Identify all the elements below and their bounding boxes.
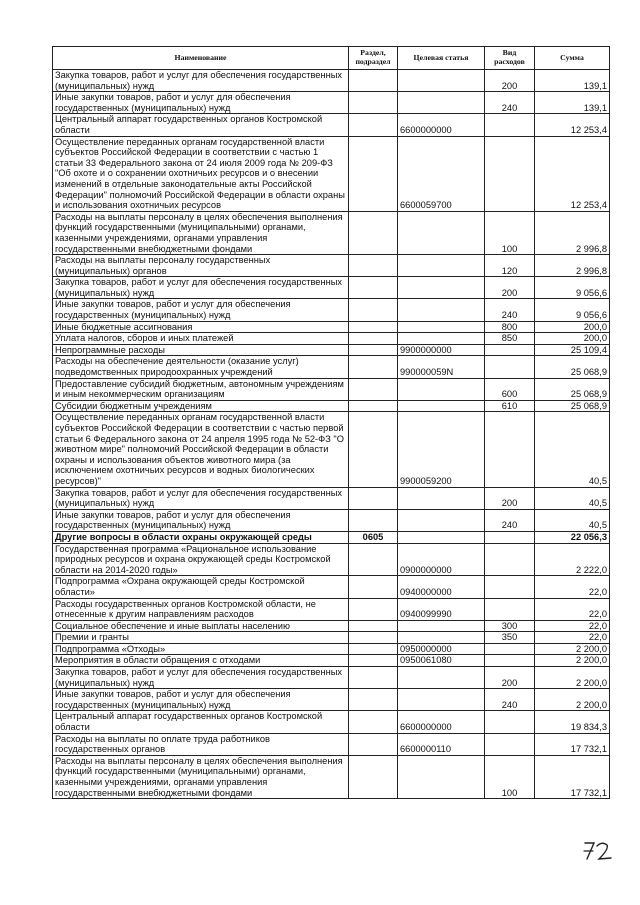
table-row	[53, 543, 610, 576]
row-expense-type: 600	[485, 378, 535, 400]
table-row	[53, 531, 610, 543]
row-name: Иные закупки товаров, работ и услуг для обеспечения государственных (муниципальных) нужд	[53, 689, 349, 711]
row-target-code: 9900059200	[398, 412, 485, 487]
row-section	[349, 378, 398, 400]
row-target-code	[398, 211, 485, 254]
row-expense-type	[485, 643, 535, 655]
row-sum: 22,0	[535, 632, 610, 644]
row-expense-type: 610	[485, 400, 535, 412]
row-sum: 25 068,9	[535, 378, 610, 400]
row-expense-type: 200	[485, 667, 535, 689]
row-target-code	[398, 255, 485, 277]
table-row	[53, 211, 610, 254]
row-expense-type: 100	[485, 755, 535, 798]
table-row	[53, 655, 610, 667]
row-name: Закупка товаров, работ и услуг для обеспечения государственных (муниципальных) нужд	[53, 487, 349, 509]
row-target-code	[398, 70, 485, 92]
row-expense-type	[485, 412, 535, 487]
row-sum: 25 109,4	[535, 344, 610, 356]
table-row	[53, 755, 610, 798]
row-sum: 12 253,4	[535, 136, 610, 211]
table-row	[53, 733, 610, 755]
table-row	[53, 509, 610, 531]
row-expense-type: 850	[485, 333, 535, 345]
row-section	[349, 733, 398, 755]
row-sum: 2 996,8	[535, 211, 610, 254]
table-row	[53, 487, 610, 509]
row-section	[349, 598, 398, 620]
table-row	[53, 598, 610, 620]
row-sum: 9 056,6	[535, 277, 610, 299]
row-expense-type: 240	[485, 92, 535, 114]
row-sum: 12 253,4	[535, 114, 610, 136]
header-target: Целевая статья	[398, 47, 485, 70]
table-row	[53, 344, 610, 356]
row-name: Расходы на выплаты персоналу в целях обеспечения выполнения функций государственными (муниципальными) органами, казенными учреждениями, органами управления государственными внебюджетными фондами	[53, 211, 349, 254]
row-expense-type	[485, 711, 535, 733]
row-target-code	[398, 400, 485, 412]
row-expense-type: 800	[485, 321, 535, 333]
row-expense-type	[485, 114, 535, 136]
row-name: Центральный аппарат государственных органов Костромской области	[53, 114, 349, 136]
row-section	[349, 711, 398, 733]
row-sum: 22,0	[535, 598, 610, 620]
row-target-code	[398, 378, 485, 400]
row-expense-type: 240	[485, 689, 535, 711]
row-expense-type	[485, 598, 535, 620]
row-section	[349, 356, 398, 378]
row-name: Расходы на выплаты персоналу государственных (муниципальных) органов	[53, 255, 349, 277]
row-section	[349, 92, 398, 114]
row-section	[349, 643, 398, 655]
row-section	[349, 755, 398, 798]
row-target-code: 0950061080	[398, 655, 485, 667]
table-row	[53, 70, 610, 92]
table-row	[53, 632, 610, 644]
row-sum: 40,5	[535, 487, 610, 509]
row-section	[349, 321, 398, 333]
row-sum: 17 732,1	[535, 733, 610, 755]
table-row	[53, 576, 610, 598]
row-expense-type: 120	[485, 255, 535, 277]
table-row	[53, 299, 610, 321]
row-section	[349, 543, 398, 576]
row-target-code	[398, 755, 485, 798]
row-section	[349, 487, 398, 509]
row-expense-type	[485, 356, 535, 378]
row-section	[349, 400, 398, 412]
row-target-code: 6600000110	[398, 733, 485, 755]
row-name: Закупка товаров, работ и услуг для обеспечения государственных (муниципальных) нужд	[53, 277, 349, 299]
row-expense-type	[485, 655, 535, 667]
row-target-code	[398, 667, 485, 689]
table-row	[53, 136, 610, 211]
table-row	[53, 114, 610, 136]
row-sum: 2 200,0	[535, 643, 610, 655]
row-target-code: 6600000000	[398, 711, 485, 733]
row-name: Закупка товаров, работ и услуг для обеспечения государственных (муниципальных) нужд	[53, 667, 349, 689]
row-target-code: 6600059700	[398, 136, 485, 211]
row-expense-type: 240	[485, 299, 535, 321]
row-sum: 25 068,9	[535, 356, 610, 378]
row-target-code: 0950000000	[398, 643, 485, 655]
row-name: Расходы на выплаты по оплате труда работников государственных органов	[53, 733, 349, 755]
row-expense-type	[485, 576, 535, 598]
table-row	[53, 711, 610, 733]
row-expense-type: 200	[485, 277, 535, 299]
row-sum: 40,5	[535, 412, 610, 487]
row-target-code	[398, 689, 485, 711]
row-expense-type: 350	[485, 632, 535, 644]
table-header-row	[53, 47, 610, 70]
row-name: Расходы на обеспечение деятельности (оказание услуг) подведомственных природоохранных учреждений	[53, 356, 349, 378]
row-section	[349, 632, 398, 644]
row-section	[349, 576, 398, 598]
row-name: Уплата налогов, сборов и иных платежей	[53, 333, 349, 345]
row-sum: 2 200,0	[535, 667, 610, 689]
table-row	[53, 356, 610, 378]
row-sum: 200,0	[535, 333, 610, 345]
row-target-code: 0940000000	[398, 576, 485, 598]
row-target-code	[398, 632, 485, 644]
row-sum: 22 056,3	[535, 531, 610, 543]
row-section	[349, 667, 398, 689]
row-section	[349, 114, 398, 136]
row-target-code	[398, 620, 485, 632]
row-expense-type: 300	[485, 620, 535, 632]
row-name: Иные закупки товаров, работ и услуг для обеспечения государственных (муниципальных) нужд	[53, 299, 349, 321]
table-row	[53, 333, 610, 345]
header-type: Вид расходов	[485, 47, 535, 70]
row-sum: 200,0	[535, 321, 610, 333]
row-target-code	[398, 299, 485, 321]
row-name: Субсидии бюджетным учреждениям	[53, 400, 349, 412]
row-section	[349, 689, 398, 711]
row-target-code	[398, 92, 485, 114]
row-sum: 22,0	[535, 620, 610, 632]
row-sum: 17 732,1	[535, 755, 610, 798]
table-row	[53, 92, 610, 114]
row-section	[349, 620, 398, 632]
row-target-code: 0940099990	[398, 598, 485, 620]
row-target-code: 0900000000	[398, 543, 485, 576]
row-section	[349, 299, 398, 321]
header-sum: Сумма	[535, 47, 610, 70]
row-expense-type: 240	[485, 509, 535, 531]
row-name: Иные закупки товаров, работ и услуг для обеспечения государственных (муниципальных) нужд	[53, 509, 349, 531]
header-section: Раздел, подраздел	[349, 47, 398, 70]
row-sum: 2 200,0	[535, 689, 610, 711]
row-name: Непрограммные расходы	[53, 344, 349, 356]
row-sum: 139,1	[535, 92, 610, 114]
row-name: Расходы на выплаты персоналу в целях обеспечения выполнения функций государственными (муниципальными) органами, казенными учреждениями, органами управления государственными внебюджетными фондами	[53, 755, 349, 798]
row-sum: 9 056,6	[535, 299, 610, 321]
row-target-code	[398, 509, 485, 531]
table-row	[53, 667, 610, 689]
row-name: Подпрограмма «Отходы»	[53, 643, 349, 655]
row-name: Центральный аппарат государственных органов Костромской области	[53, 711, 349, 733]
row-name: Расходы государственных органов Костромской области, не отнесенные к другим направлениям расходов	[53, 598, 349, 620]
row-expense-type	[485, 136, 535, 211]
row-name: Иные закупки товаров, работ и услуг для обеспечения государственных (муниципальных) нужд	[53, 92, 349, 114]
row-section	[349, 509, 398, 531]
table-row	[53, 689, 610, 711]
table-row	[53, 412, 610, 487]
row-expense-type	[485, 733, 535, 755]
row-sum: 25 068,9	[535, 400, 610, 412]
row-section	[349, 277, 398, 299]
row-section	[349, 344, 398, 356]
row-section	[349, 255, 398, 277]
table-row	[53, 321, 610, 333]
table-row	[53, 255, 610, 277]
row-expense-type: 200	[485, 487, 535, 509]
row-name: Иные бюджетные ассигнования	[53, 321, 349, 333]
row-sum: 40,5	[535, 509, 610, 531]
row-expense-type	[485, 344, 535, 356]
row-name: Другие вопросы в области охраны окружающей среды	[53, 531, 349, 543]
row-sum: 19 834,3	[535, 711, 610, 733]
row-section	[349, 333, 398, 345]
table-row	[53, 277, 610, 299]
row-target-code	[398, 277, 485, 299]
row-target-code: 990000059N	[398, 356, 485, 378]
row-sum: 139,1	[535, 70, 610, 92]
row-expense-type: 200	[485, 70, 535, 92]
table-body	[53, 70, 610, 799]
table-row	[53, 620, 610, 632]
row-section	[349, 70, 398, 92]
row-expense-type	[485, 531, 535, 543]
row-name: Осуществление переданных органам государственной власти субъектов Российской Федерации в соответствии с частью 1 статьи 33 Федерального закона от 24 июля 2009 года № 209-ФЗ "Об охоте и о сохранении охотничьих ресурсов и о внесении изменений в отдельные законодательные акты Российской Федерации" полномочий Российской Федерации в области охраны и использования охотничьих ресурсов	[53, 136, 349, 211]
row-sum: 2 996,8	[535, 255, 610, 277]
row-section	[349, 655, 398, 667]
table-row	[53, 400, 610, 412]
row-target-code: 9900000000	[398, 344, 485, 356]
row-name: Государственная программа «Рациональное использование природных ресурсов и охрана окружающей среды Костромской области на 2014-2020 годы»	[53, 543, 349, 576]
budget-table	[52, 46, 610, 799]
row-name: Премии и гранты	[53, 632, 349, 644]
row-section	[349, 136, 398, 211]
row-sum: 2 200,0	[535, 655, 610, 667]
row-expense-type	[485, 543, 535, 576]
row-target-code	[398, 321, 485, 333]
row-name: Мероприятия в области обращения с отходами	[53, 655, 349, 667]
row-target-code	[398, 333, 485, 345]
row-sum: 2 222,0	[535, 543, 610, 576]
row-target-code	[398, 487, 485, 509]
row-name: Осуществление переданных органам государственной власти субъектов Российской Федерации в соответствии с частью первой статьи 6 Федерального закона от 24 апреля 1995 года № 52-ФЗ "О животном мире" полномочий Российской Федерации в области охраны и использования объектов животного мира (за исключением охотничьих ресурсов и водных биологических ресурсов)"	[53, 412, 349, 487]
row-name: Предоставление субсидий бюджетным, автономным учреждениям и иным некоммерческим организациям	[53, 378, 349, 400]
row-name: Социальное обеспечение и иные выплаты населению	[53, 620, 349, 632]
row-name: Закупка товаров, работ и услуг для обеспечения государственных (муниципальных) нужд	[53, 70, 349, 92]
row-target-code: 6600000000	[398, 114, 485, 136]
row-section: 0605	[349, 531, 398, 543]
row-section	[349, 211, 398, 254]
table-row	[53, 378, 610, 400]
row-target-code	[398, 531, 485, 543]
row-section	[349, 412, 398, 487]
handwritten-page-number	[582, 840, 614, 862]
table-row	[53, 643, 610, 655]
row-sum: 22,0	[535, 576, 610, 598]
row-name: Подпрограмма «Охрана окружающей среды Костромской области»	[53, 576, 349, 598]
row-expense-type: 100	[485, 211, 535, 254]
header-name: Наименование	[53, 47, 349, 70]
